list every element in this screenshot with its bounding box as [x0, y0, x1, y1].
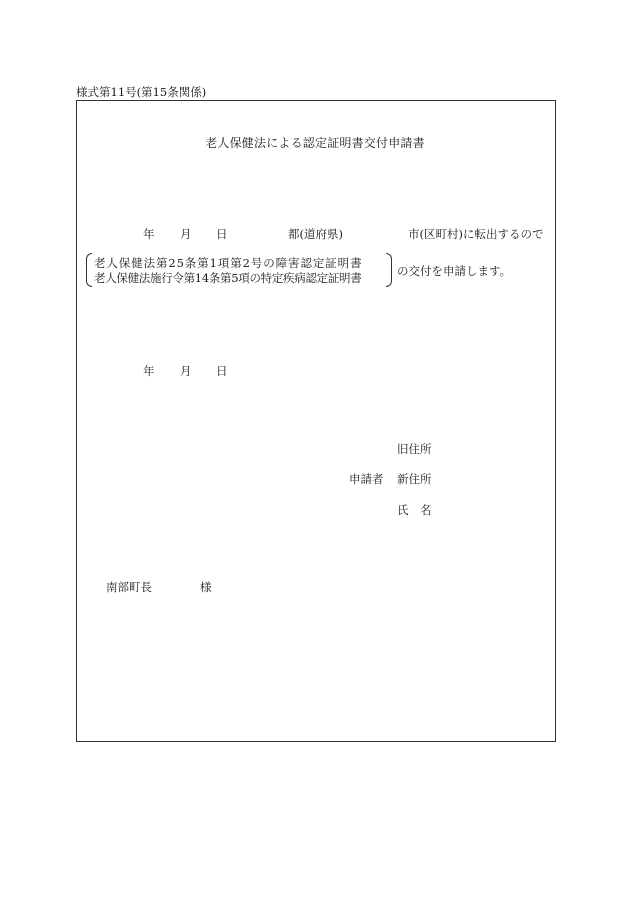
- certificate-option-disability: 老人保健法第25条第1項第2号の障害認定証明書: [94, 256, 363, 270]
- new-address-label: 新住所: [397, 472, 432, 486]
- application-month-label: 月: [180, 364, 192, 378]
- applicant-label: 申請者: [349, 472, 384, 486]
- addressee-honorific: 様: [200, 580, 212, 594]
- form-frame: [76, 100, 556, 742]
- left-brace: [86, 253, 92, 287]
- transfer-day-label: 日: [216, 227, 228, 241]
- application-year-label: 年: [143, 364, 155, 378]
- transfer-year-label: 年: [143, 227, 155, 241]
- addressee-name: 南部町長: [106, 580, 152, 594]
- request-suffix: の交付を申請します。: [397, 264, 512, 278]
- city-transfer-label: 市(区町村)に転出するので: [408, 227, 544, 241]
- form-number: 様式第11号(第15条関係): [76, 85, 207, 99]
- transfer-month-label: 月: [180, 227, 192, 241]
- name-label: 氏 名: [397, 503, 432, 517]
- old-address-label: 旧住所: [397, 442, 432, 456]
- right-brace: [386, 253, 392, 287]
- form-title: 老人保健法による認定証明書交付申請書: [205, 136, 425, 150]
- prefecture-label: 都(道府県): [288, 227, 343, 241]
- application-day-label: 日: [216, 364, 228, 378]
- certificate-option-specific-disease: 老人保健法施行令第14条第5項の特定疾病認定証明書: [94, 271, 362, 285]
